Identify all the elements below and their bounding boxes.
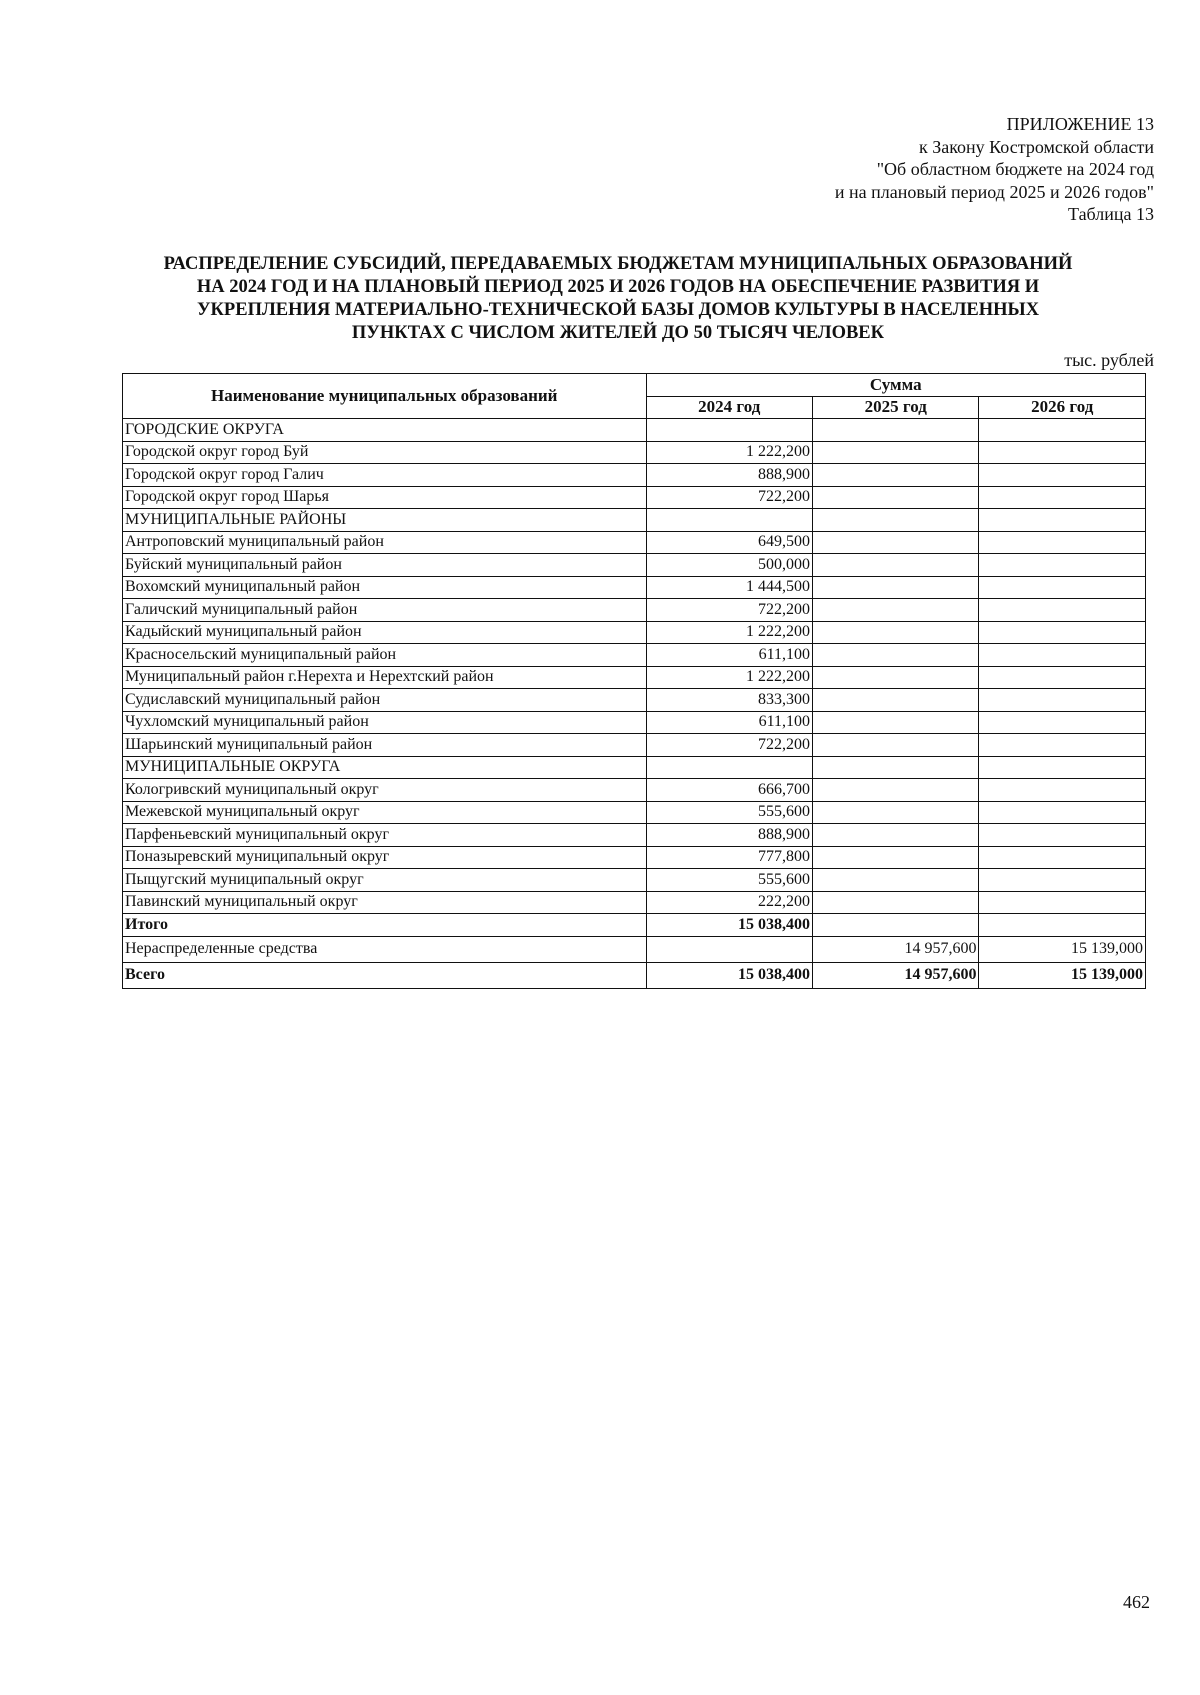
row-name: Поназыревский муниципальный округ — [123, 846, 647, 869]
table-row — [123, 891, 1146, 914]
row-value-2025 — [813, 576, 979, 599]
table-row — [123, 576, 1146, 599]
table-row — [123, 464, 1146, 487]
row-value-2024 — [646, 756, 812, 779]
row-value-2025 — [813, 869, 979, 892]
header-2026: 2026 год — [979, 396, 1146, 419]
row-value-2025 — [813, 509, 979, 532]
row-value-2025 — [813, 531, 979, 554]
row-value-2026 — [979, 464, 1146, 487]
row-value-2025 — [813, 711, 979, 734]
row-value-2025 — [813, 486, 979, 509]
row-value-2024: 666,700 — [646, 779, 812, 802]
title-line-2: НА 2024 ГОД И НА ПЛАНОВЫЙ ПЕРИОД 2025 И 2026 ГОДОВ НА ОБЕСПЕЧЕНИЕ РАЗВИТИЯ И — [196, 277, 1040, 297]
row-value-2026 — [979, 621, 1146, 644]
row-value-2024 — [646, 419, 812, 442]
vsego-row — [123, 962, 1146, 988]
row-name: Галичский муниципальный район — [123, 599, 647, 622]
row-value-2025 — [813, 846, 979, 869]
row-value-2024: 649,500 — [646, 531, 812, 554]
row-value-2026 — [979, 576, 1146, 599]
row-name: Шарьинский муниципальный район — [123, 734, 647, 757]
row-value-2024: 611,100 — [646, 711, 812, 734]
row-value-2026 — [979, 846, 1146, 869]
row-value-2024: 611,100 — [646, 644, 812, 667]
row-value-2026 — [979, 599, 1146, 622]
header-name: Наименование муниципальных образований — [123, 374, 647, 419]
row-value-2025 — [813, 554, 979, 577]
header-2025: 2025 год — [813, 396, 979, 419]
itogo-2026 — [979, 914, 1146, 937]
table-row — [123, 734, 1146, 757]
row-value-2024: 1 222,200 — [646, 441, 812, 464]
row-value-2026 — [979, 554, 1146, 577]
row-value-2025 — [813, 666, 979, 689]
row-name: Межевской муниципальный округ — [123, 801, 647, 824]
table-row — [123, 689, 1146, 712]
row-value-2026 — [979, 891, 1146, 914]
table-row — [123, 779, 1146, 802]
page-number: 462 — [1123, 1592, 1150, 1612]
row-value-2024: 722,200 — [646, 486, 812, 509]
itogo-2025 — [813, 914, 979, 937]
row-name: Городской округ город Галич — [123, 464, 647, 487]
row-value-2026 — [979, 756, 1146, 779]
row-value-2025 — [813, 756, 979, 779]
row-value-2024: 833,300 — [646, 689, 812, 712]
row-name: Красносельский муниципальный район — [123, 644, 647, 667]
unit-label: тыс. рублей — [1064, 350, 1154, 370]
row-value-2024: 777,800 — [646, 846, 812, 869]
law-title-line-2: и на плановый период 2025 и 2026 годов" — [834, 181, 1154, 202]
table-row — [123, 441, 1146, 464]
row-name: Судиславский муниципальный район — [123, 689, 647, 712]
row-value-2026 — [979, 666, 1146, 689]
row-value-2024 — [646, 509, 812, 532]
row-value-2026 — [979, 869, 1146, 892]
table-row — [123, 509, 1146, 532]
table-row — [123, 621, 1146, 644]
row-value-2026 — [979, 531, 1146, 554]
table-row — [123, 846, 1146, 869]
row-value-2025 — [813, 801, 979, 824]
header-2024: 2024 год — [646, 396, 812, 419]
row-value-2025 — [813, 644, 979, 667]
row-name: Кологривский муниципальный округ — [123, 779, 647, 802]
row-value-2024: 1 222,200 — [646, 666, 812, 689]
row-value-2024: 555,600 — [646, 869, 812, 892]
row-value-2025 — [813, 599, 979, 622]
row-value-2026 — [979, 779, 1146, 802]
title-line-1: РАСПРЕДЕЛЕНИЕ СУБСИДИЙ, ПЕРЕДАВАЕМЫХ БЮДЖЕТАМ МУНИЦИПАЛЬНЫХ ОБРАЗОВАНИЙ — [163, 254, 1073, 274]
row-value-2025 — [813, 441, 979, 464]
row-name: Кадыйский муниципальный район — [123, 621, 647, 644]
unallocated-row — [123, 936, 1146, 962]
row-value-2026 — [979, 441, 1146, 464]
unallocated-label: Нераспределенные средства — [123, 936, 647, 962]
header-sum: Сумма — [646, 374, 1145, 397]
row-name: Пыщугский муниципальный округ — [123, 869, 647, 892]
row-value-2026 — [979, 734, 1146, 757]
appendix-header — [835, 113, 1154, 226]
row-value-2025 — [813, 891, 979, 914]
vsego-2026: 15 139,000 — [979, 962, 1146, 988]
row-value-2024: 1 444,500 — [646, 576, 812, 599]
row-value-2025 — [813, 779, 979, 802]
row-name: Городской округ город Буй — [123, 441, 647, 464]
itogo-row — [123, 914, 1146, 937]
row-value-2026 — [979, 801, 1146, 824]
table-row — [123, 554, 1146, 577]
row-value-2024: 888,900 — [646, 464, 812, 487]
vsego-2025: 14 957,600 — [813, 962, 979, 988]
table-row — [123, 711, 1146, 734]
table-row — [123, 756, 1146, 779]
row-value-2024: 500,000 — [646, 554, 812, 577]
table-row — [123, 599, 1146, 622]
table-row — [123, 869, 1146, 892]
unallocated-2024 — [646, 936, 812, 962]
row-value-2024: 722,200 — [646, 734, 812, 757]
itogo-label: Итого — [123, 914, 647, 937]
row-value-2024: 222,200 — [646, 891, 812, 914]
row-name: Чухломский муниципальный район — [123, 711, 647, 734]
row-value-2024: 722,200 — [646, 599, 812, 622]
row-name: МУНИЦИПАЛЬНЫЕ ОКРУГА — [123, 756, 647, 779]
row-value-2025 — [813, 689, 979, 712]
row-value-2024: 555,600 — [646, 801, 812, 824]
table-row — [123, 644, 1146, 667]
subsidy-table — [122, 373, 1146, 989]
row-value-2026 — [979, 711, 1146, 734]
row-value-2025 — [813, 419, 979, 442]
row-value-2024: 1 222,200 — [646, 621, 812, 644]
table-row — [123, 824, 1146, 847]
row-name: МУНИЦИПАЛЬНЫЕ РАЙОНЫ — [123, 509, 647, 532]
table-row — [123, 531, 1146, 554]
row-value-2026 — [979, 644, 1146, 667]
law-reference: к Закону Костромской области — [918, 136, 1154, 157]
row-value-2026 — [979, 689, 1146, 712]
row-name: Антроповский муниципальный район — [123, 531, 647, 554]
row-value-2024: 888,900 — [646, 824, 812, 847]
row-value-2025 — [813, 464, 979, 487]
row-name: Городской округ город Шарья — [123, 486, 647, 509]
title-line-3: УКРЕПЛЕНИЯ МАТЕРИАЛЬНО-ТЕХНИЧЕСКОЙ БАЗЫ ДОМОВ КУЛЬТУРЫ В НАСЕЛЕННЫХ — [196, 300, 1040, 320]
row-value-2025 — [813, 621, 979, 644]
row-value-2026 — [979, 419, 1146, 442]
table-row — [123, 801, 1146, 824]
row-value-2026 — [979, 509, 1146, 532]
row-name: ГОРОДСКИЕ ОКРУГА — [123, 419, 647, 442]
table-row — [123, 486, 1146, 509]
table-number: Таблица 13 — [1068, 204, 1154, 224]
row-value-2026 — [979, 824, 1146, 847]
appendix-label: ПРИЛОЖЕНИЕ 13 — [1006, 114, 1154, 134]
row-value-2025 — [813, 734, 979, 757]
row-value-2026 — [979, 486, 1146, 509]
row-name: Буйский муниципальный район — [123, 554, 647, 577]
row-name: Вохомский муниципальный район — [123, 576, 647, 599]
unallocated-2025: 14 957,600 — [813, 936, 979, 962]
document-title — [120, 253, 1116, 345]
vsego-2024: 15 038,400 — [646, 962, 812, 988]
row-value-2025 — [813, 824, 979, 847]
vsego-label: Всего — [123, 962, 647, 988]
table-body — [123, 419, 1146, 914]
itogo-2024: 15 038,400 — [646, 914, 812, 937]
row-name: Павинский муниципальный округ — [123, 891, 647, 914]
unallocated-2026: 15 139,000 — [979, 936, 1146, 962]
row-name: Парфеньевский муниципальный округ — [123, 824, 647, 847]
law-title-line-1: "Об областном бюджете на 2024 год — [876, 159, 1154, 179]
title-line-4: ПУНКТАХ С ЧИСЛОМ ЖИТЕЛЕЙ ДО 50 ТЫСЯЧ ЧЕЛОВЕК — [351, 323, 885, 343]
table-row — [123, 419, 1146, 442]
row-name: Муниципальный район г.Нерехта и Нерехтский район — [123, 666, 647, 689]
table-row — [123, 666, 1146, 689]
